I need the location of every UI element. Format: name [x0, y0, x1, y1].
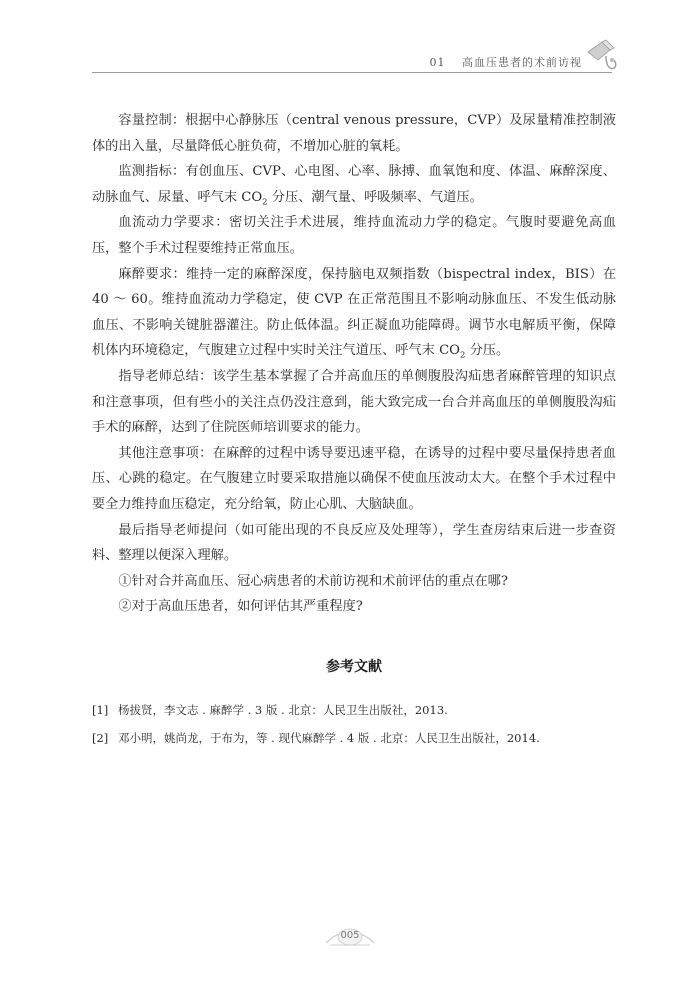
header-text [430, 54, 583, 70]
chapter-title: 高血压患者的术前访视 [462, 56, 582, 69]
reference-number: [1] [92, 702, 109, 717]
subscript: 2 [262, 197, 268, 208]
reference-item [92, 730, 616, 746]
paragraph-other-notes: 其他注意事项：在麻醉的过程中诱导要迅速平稳，在诱导的过程中要尽量保持患者血压、心跳的稳定。在气腹建立时要采取措施以确保不使血压波动太大。在整个手术过程中要全力维持血压稳定，充分给氧，防止心肌、大脑缺血。 [92, 445, 616, 512]
paragraph-text: 分压、潮气量、呼吸频率、气道压。 [267, 189, 483, 205]
question-item-2: ②对于高血压患者，如何评估其严重程度? [118, 599, 363, 615]
question-item-1: ①针对合并高血压、冠心病患者的术前访视和术前评估的重点在哪? [118, 573, 508, 589]
paragraph-monitoring [92, 159, 616, 210]
reference-text: 邓小明，姚尚龙，于布为，等 . 现代麻醉学 . 4 版 . 北京：人民卫生出版社，2014. [118, 730, 540, 745]
paragraph-text: 麻醉要求：维持一定的麻醉深度，保持脑电双频指数（bispectral index，BIS）在 40 ～ 60。维持血流动力学稳定，使 CVP 在正常范围且不影响动脉血压、不发生低动脉血压、不影响关键脏器灌注。防止低体温。纠正凝血功能障碍。调节水电解质平衡，保障机体内环境稳定，气腹建立过程中实时关注气道压、呼气末 CO [92, 266, 616, 359]
paragraph-instructor-summary: 指导老师总结：该学生基本掌握了合并高血压的单侧腹股沟疝患者麻醉管理的知识点和注意事项，但有些小的关注点仍没注意到，能大致完成一台合并高血压的单侧腹股沟疝手术的麻醉，达到了住院医师培训要求的能力。 [92, 368, 616, 436]
page-number-badge [320, 924, 380, 950]
subscript: 2 [459, 350, 466, 361]
reference-item [92, 702, 616, 718]
chapter-number: 01 [429, 56, 446, 69]
paragraph-volume-control: 容量控制：根据中心静脉压（central venous pressure，CVP）及尿量精准控制液体的出入量，尽量降低心脏负荷，不增加心脏的氧耗。 [92, 113, 616, 154]
paragraph-text: 分压。 [465, 343, 510, 359]
header-rule [92, 72, 612, 73]
reference-number: [2] [92, 730, 109, 745]
running-header [92, 48, 612, 74]
page-number: 005 [340, 930, 360, 941]
paragraph-hemodynamics: 血流动力学要求：密切关注手术进展，维持血流动力学的稳定。气腹时要避免高血压，整个手术过程要维持正常血压。 [92, 215, 616, 256]
paragraph-text: 监测指标：有创血压、CVP、心电图、心率、脉搏、血氧饱和度、体温、麻醉深度、动脉血气、尿量、呼气末 CO [92, 164, 616, 205]
paragraph-anesthesia-requirements [92, 262, 616, 364]
stethoscope-icon [584, 38, 618, 78]
reference-text: 杨拔贤，李文志 . 麻醉学 . 3 版 . 北京：人民卫生出版社，2013. [118, 702, 448, 717]
references-heading: 参考文献 [326, 658, 382, 675]
main-content [92, 108, 616, 758]
paragraph-final-questions: 最后指导老师提问（如可能出现的不良反应及处理等），学生查房结束后进一步查资料、整理以便深入理解。 [92, 522, 616, 564]
